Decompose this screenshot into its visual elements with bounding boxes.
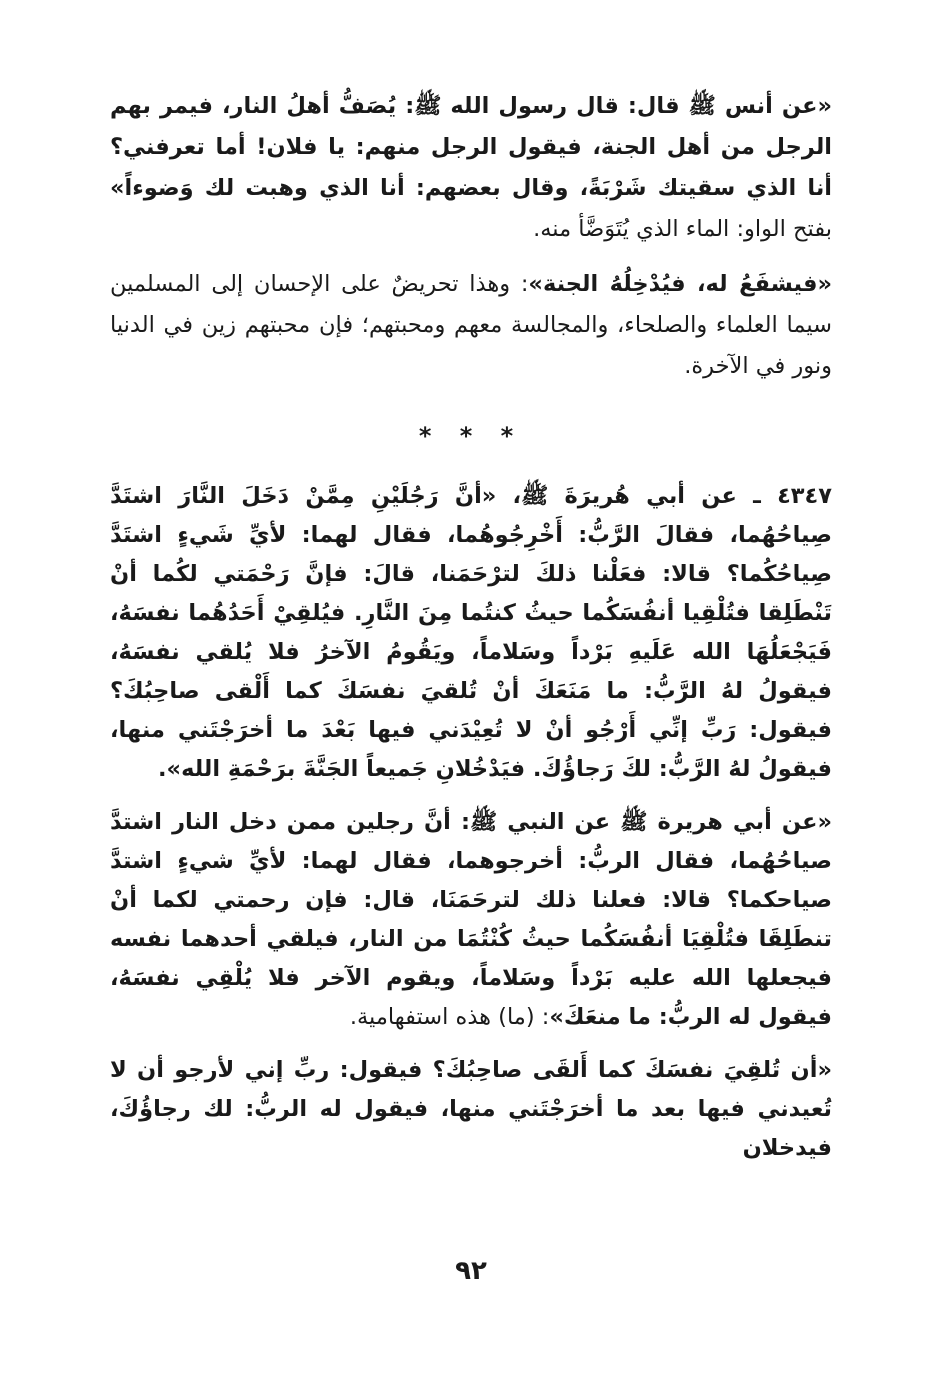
commentary-text: : وهذا تحريضٌ على الإحسان إلى المسلمين سيما العلماء والصلحاء، والمجالسة معهم ومحبتهم؛ فإن محبتهم زين في الدنيا ونور في الآخرة.: [110, 271, 832, 379]
text-column: [110, 86, 832, 1182]
commentary-text: : (ما) هذه استفهامية.: [349, 1004, 550, 1030]
quoted-hadith-text: «عن أبي هريرة ﷺ عن النبي ﷺ: أنَّ رجلين ممن دخل النار اشتدَّ صياحُهُما، فقال الربُّ: أخرجوهما، فقال لهما: لأيِّ شيءٍ اشتدَّ صياحكما؟ قالا: فعلنا ذلك لترحَمَنَا، قال: فإن رحمتي لكما أنْ تنطَلِقَا فتُلْقِيَا أنفُسَكُما حيثُ كُنْتُمَا من النار، فيلقي أحدهما نفسه فيجعلها الله عليه بَرْداً وسَلاماً، ويقوم الآخر فلا يُلْقِي نفسَهُ، فيقول له الربُّ: ما منعَكَ»: [110, 809, 832, 1030]
hadith-4347: ٤٣٤٧ ـ عن أبي هُريرَةَ ﷺ، «أنَّ رَجُلَيْنِ مِمَّنْ دَخَلَ النَّارَ اشتَدَّ صِياحُهُما، فقالَ الرَّبُّ: أَخْرِجُوهُما، فقال لهما: لأيِّ شَيءٍ اشتَدَّ صِياحُكُما؟ قالا: فعَلْنا ذلكَ لترْحَمَنا، قالَ: فإنَّ رَحْمَتي لكُما أنْ تَنْطَلِقا فتُلْقِيا أنفُسَكُما حيثُ كنتُما مِنَ النَّارِ. فيُلقِيْ أَحَدُهُما نفسَهُ، فَيَجْعَلُهَا الله عَلَيهِ بَرْداً وسَلاماً، ويَقُومُ الآخرُ فلا يُلقي نفسَهُ، فيقولُ لهُ الرَّبُّ: ما مَنَعَكَ أنْ تُلقيَ نفسَكَ كما أَلْقى صاحِبُكَ؟ فيقول: رَبِّ إنِّي أَرْجُو أنْ لا تُعِيْدَني فيها بَعْدَ ما أخرَجْتَني منها، فيقولُ لهُ الرَّبُّ: لكَ رَجاؤُكَ. فيَدْخُلانِ جَميعاً الجَنَّةَ برَحْمَةِ الله».: [110, 483, 832, 782]
page-number: ٩٢: [455, 1256, 487, 1286]
section-separator: * * *: [418, 422, 524, 450]
quoted-hadith-text: «فيشفَعُ له، فيُدْخِلُهُ الجنة»: [528, 271, 832, 297]
quoted-hadith-text: «أن تُلقِيَ نفسَكَ كما أَلقَى صاحِبُكَ؟ فيقول: ربِّ إني لأرجو أن لا تُعيدني فيها بعد ما أخرَجْتَني منها، فيقول له الربُّ: لك رجاؤُكَ، فيدخلان: [110, 1057, 832, 1161]
commentary-paragraph-anas: [110, 86, 832, 250]
commentary-text: بفتح الواو: الماء الذي يُتَوَضَّأ منه.: [533, 216, 832, 242]
commentary-paragraph-continuation: [110, 1051, 832, 1168]
quoted-hadith-text: «عن أنس ﷺ قال: قال رسول الله ﷺ: يُصَفُّ أهلُ النار، فيمر بهم الرجل من أهل الجنة، فيقول الرجل منهم: يا فلان! أما تعرفني؟ أنا الذي سقيتك شَرْبَةً، وقال بعضهم: أنا الذي وهبت لك وَضوءاً»: [110, 93, 832, 201]
commentary-paragraph-abu-hurayra: [110, 803, 832, 1037]
commentary-paragraph-intercession: [110, 264, 832, 387]
